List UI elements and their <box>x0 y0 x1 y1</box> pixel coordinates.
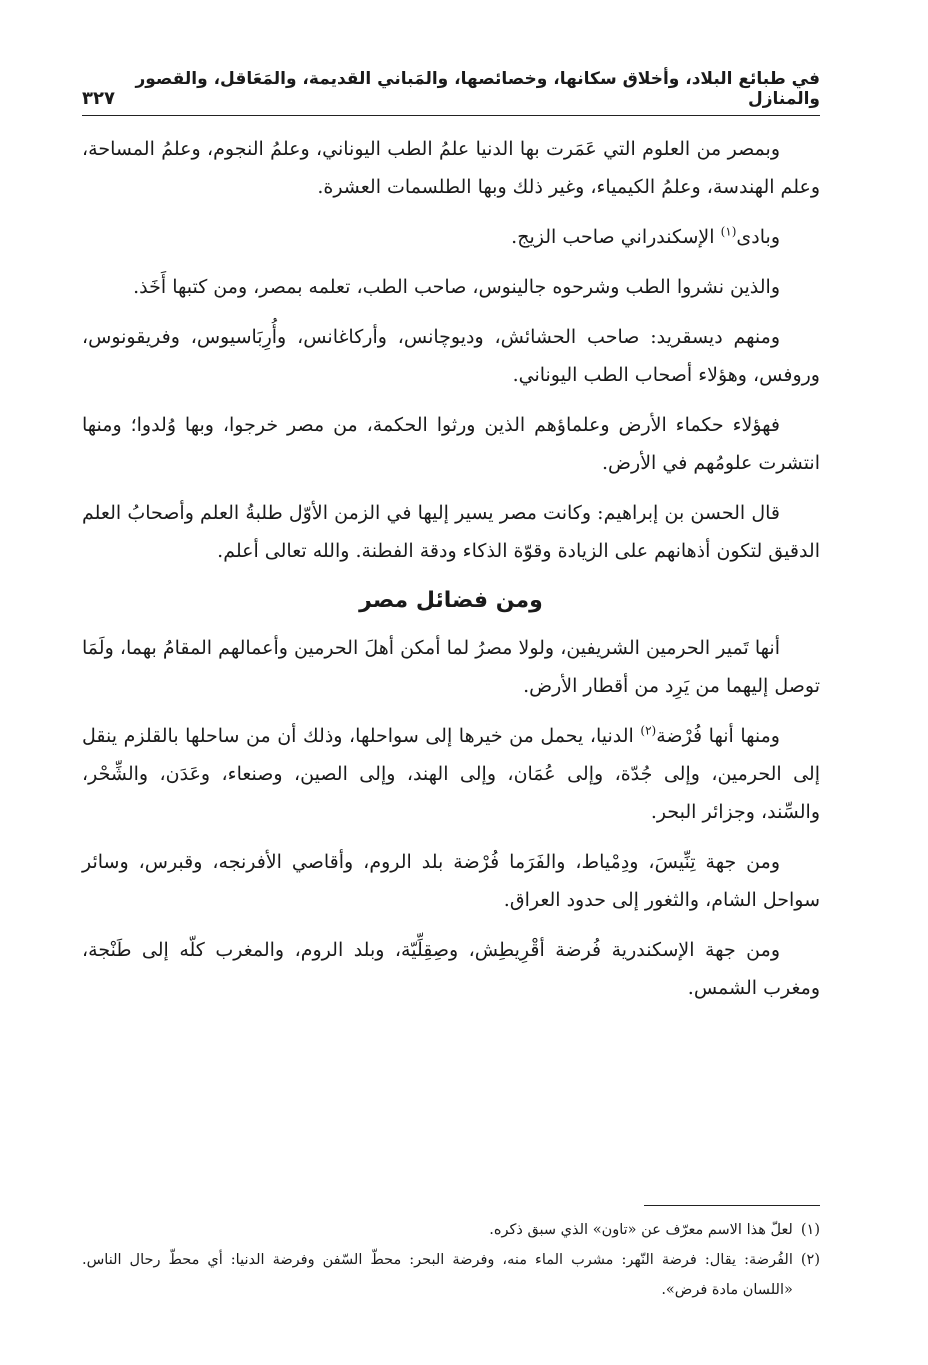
footnote <box>82 1245 820 1305</box>
paragraph-furda <box>82 717 820 831</box>
body-text <box>82 130 820 1019</box>
section-heading: ومن فضائل مصر <box>359 588 543 613</box>
page-number: ٣٢٧ <box>82 88 115 109</box>
paragraph: ومنهم ديسقريد: صاحب الحشائش، وديوچانس، وأركاغانس، وأُرِبَاسيوس، وفريقونوس، وروفس، وهؤلاء أصحاب الطب اليوناني. <box>82 326 820 386</box>
paragraph: قال الحسن بن إبراهيم: وكانت مصر يسير إليها في الزمن الأوّل طلبةُ العلم وأصحابُ العلم الدقيق لتكون أذهانهم على الزيادة وقوّة الذكاء ودقة الفطنة. والله تعالى أعلم. <box>82 502 820 562</box>
paragraph-text: ومنها أنها فُرْضة <box>656 725 780 747</box>
paragraph: ومن جهة تِنِّيسَ، ودِمْياط، والفَرَما فُرْضة بلد الروم، وأقاصي الأفرنجه، وقبرس، وسائر سواحل الشام، والثغور إلى حدود العراق. <box>82 851 820 911</box>
footnote-text: الفُرضة: يقال: فرضة النّهر: مشرب الماء منه، وفرضة البحر: محطّ السّفن وفرضة الدنيا: أي محطّ رحال الناس. «اللسان مادة فرض». <box>82 1252 793 1298</box>
paragraph-text: الإسكندراني صاحب الزيج. <box>511 226 721 248</box>
paragraph: والذين نشروا الطب وشرحوه جالينوس، صاحب الطب، تعلمه بمصر، ومن كتبها أَخَذ. <box>133 276 780 298</box>
footnote <box>82 1215 820 1245</box>
footnotes <box>82 1215 820 1305</box>
footnote-divider <box>644 1205 820 1206</box>
paragraph: أنها تَمير الحرمين الشريفين، ولولا مصرُ لما أمكن أهلَ الحرمين وأعمالهم المقامُ بهما، ولَمَا توصل إليهما من يَرِد من أقطار الأرض. <box>82 637 820 697</box>
paragraph: ومن جهة الإسكندرية فُرضة أقْرِيطِش، وصِقِلِّيّة، وبلد الروم، والمغرب كلّه إلى طَنْجة، ومغرب الشمس. <box>82 939 820 999</box>
footnote-text: لعلّ هذا الاسم معرّف عن «تاون» الذي سبق ذكره. <box>489 1222 793 1238</box>
paragraph-text: الدنيا، يحمل من خيرها إلى سواحلها، وذلك أن من ساحلها بالقلزم ينقل إلى الحرمين، وإلى جُدّة، وإلى عُمَان، وإلى الهند، وإلى الصين، وصنعاء، وعَدَن، والشِّحْر، والسِّند، وجزائر البحر. <box>82 725 820 823</box>
footnote-number: (١) <box>800 1222 820 1238</box>
footnote-ref[interactable]: (١) <box>720 224 737 239</box>
running-header <box>82 69 820 116</box>
footnote-number: (٢) <box>800 1252 820 1268</box>
paragraph: فهؤلاء حكماء الأرض وعلماؤهم الذين ورثوا الحكمة، من مصر خرجوا، وبها وُلدوا؛ ومنها انتشرت علومُهم في الأرض. <box>82 414 820 474</box>
paragraph-text: وبادى <box>736 226 780 248</box>
paragraph-badi <box>82 218 820 256</box>
footnote-ref[interactable]: (٢) <box>640 723 657 738</box>
header-title: في طبائع البلاد، وأخلاق سكانها، وخصائصها، والمَباني القديمة، والمَعَاقل، والقصور والمنازل <box>135 69 820 109</box>
paragraph: وبمصر من العلوم التي عَمَرت بها الدنيا علمُ الطب اليوناني، وعلمُ النجوم، وعلمُ المساحة، وعلم الهندسة، وعلمُ الكيمياء، وغير ذلك وبها الطلسمات العشرة. <box>82 138 820 198</box>
